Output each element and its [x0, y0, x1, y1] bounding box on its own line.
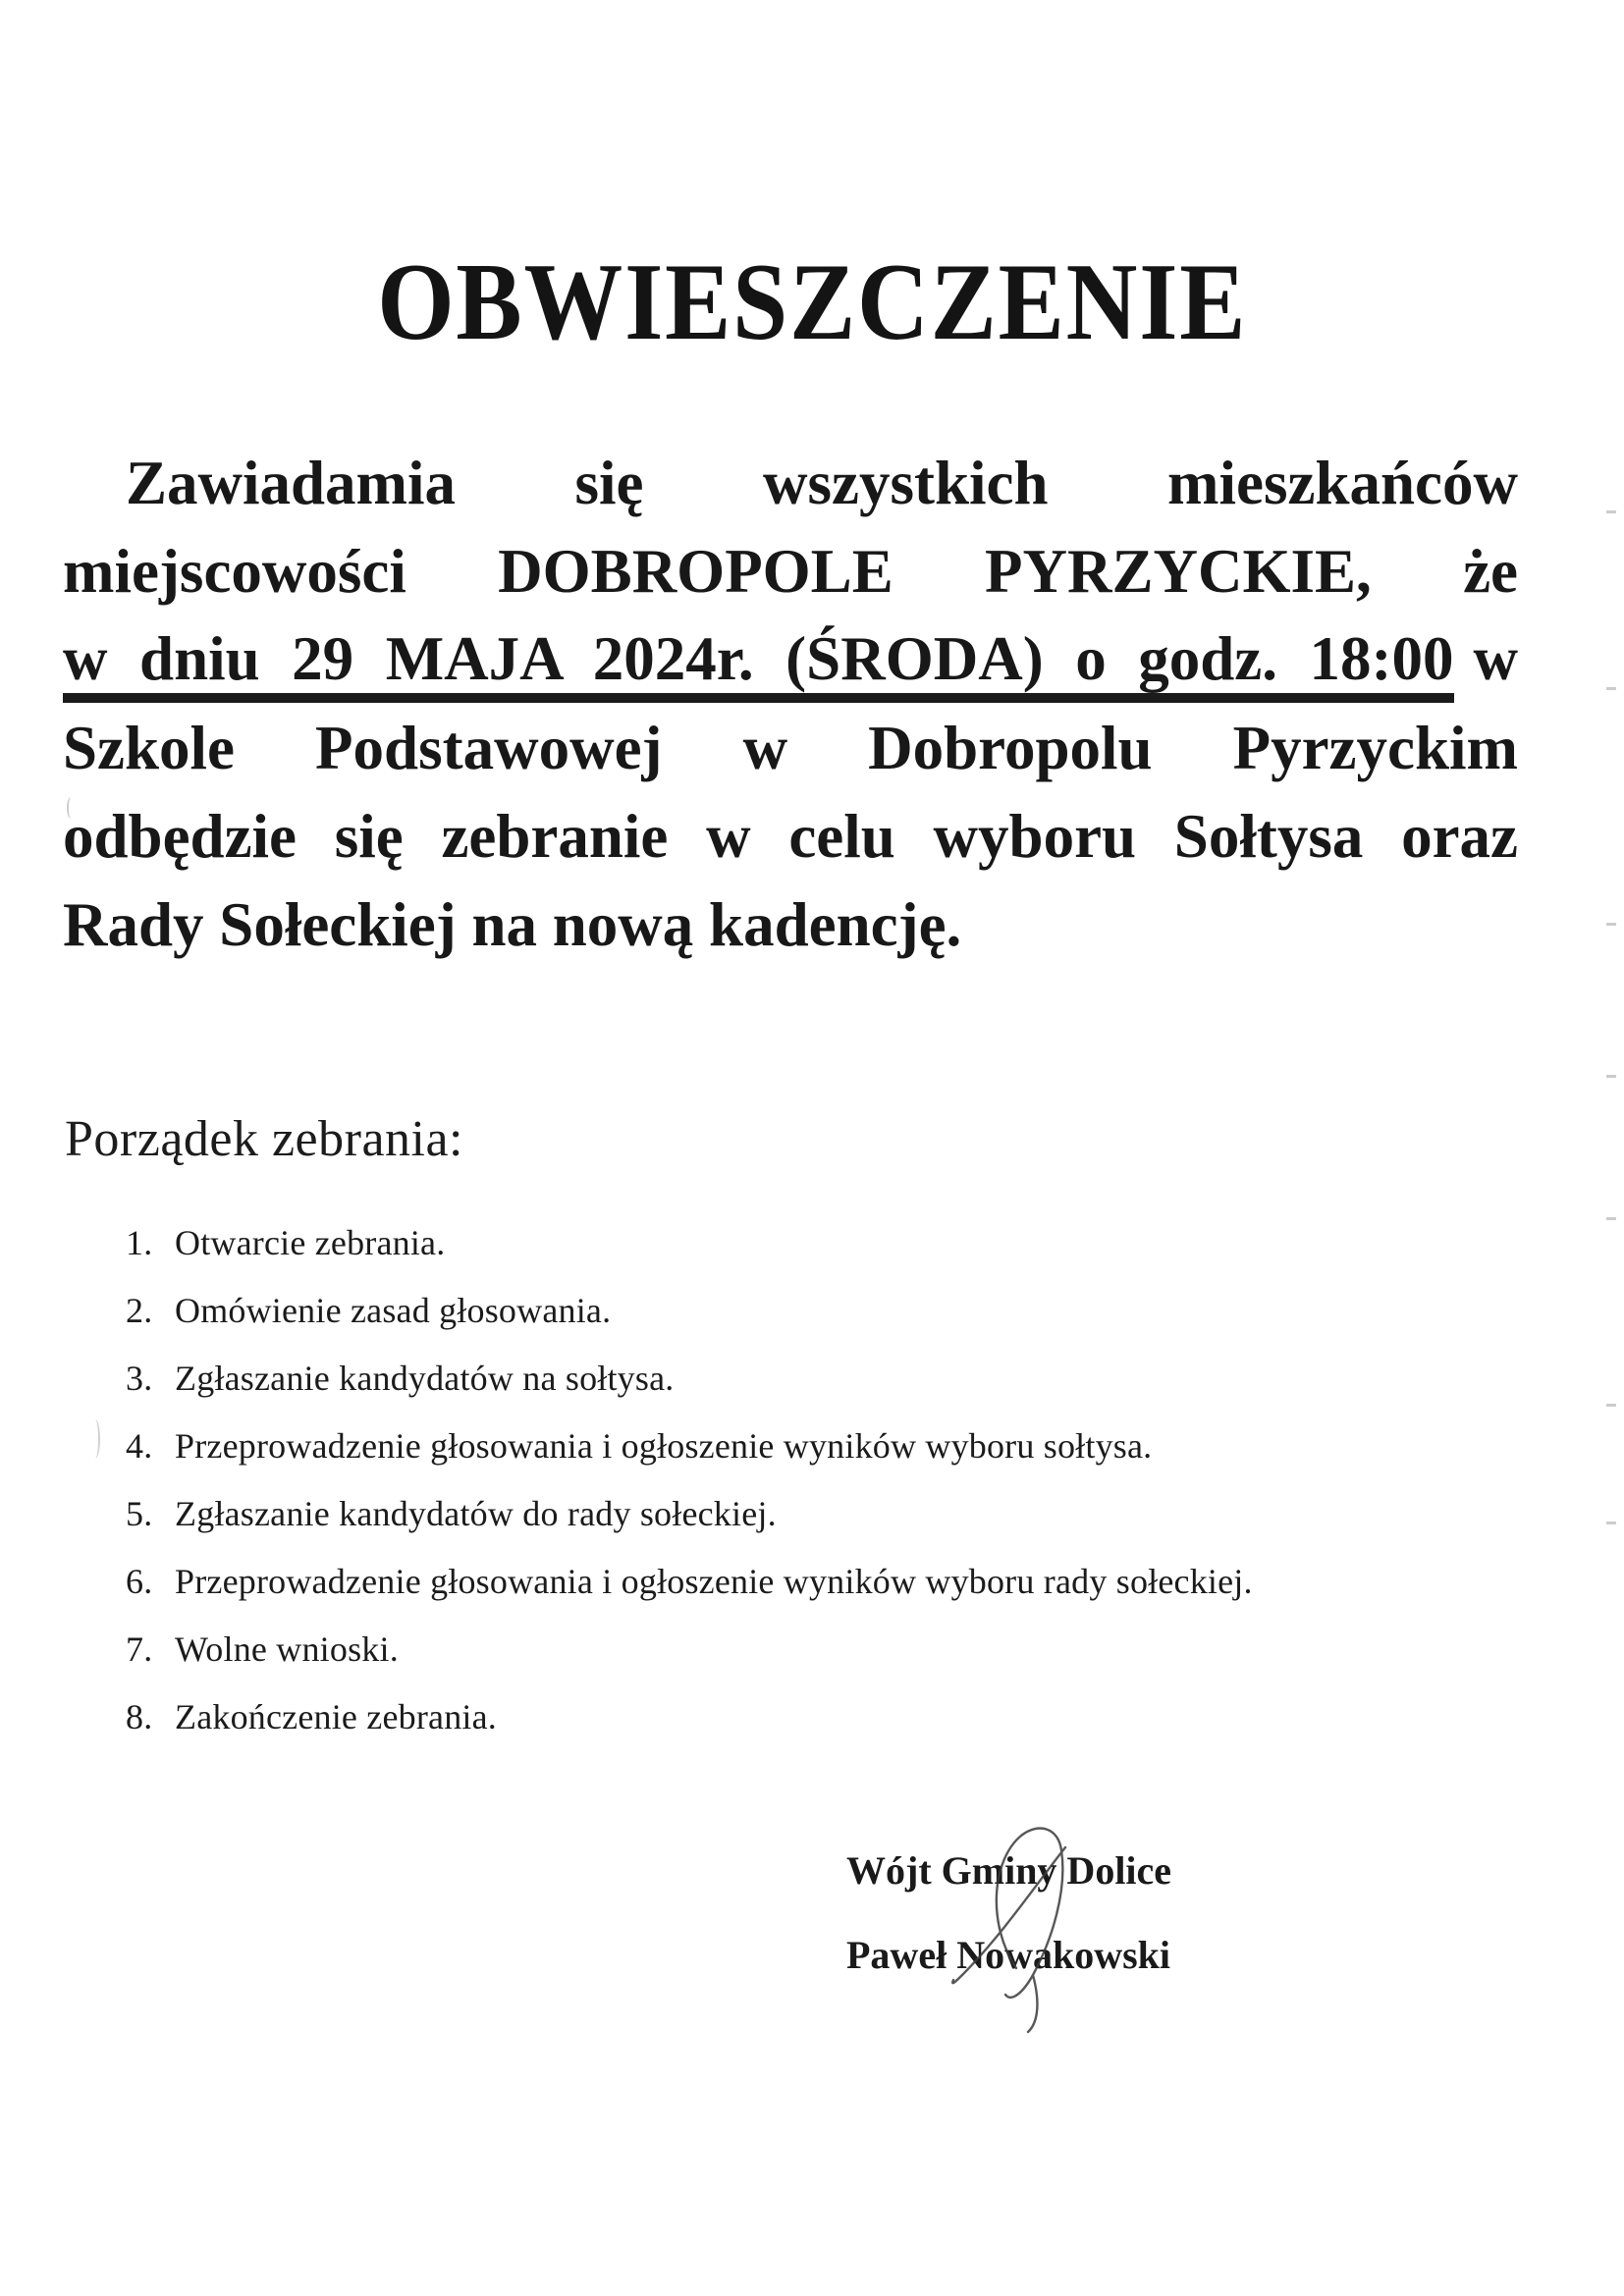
- notice-body-line: miejscowości DOBROPOLE PYRZYCKIE, że: [63, 537, 1518, 606]
- agenda-item: [126, 1562, 1500, 1601]
- agenda-item-text: Zgłaszanie kandydatów do rady sołeckiej.: [175, 1494, 777, 1533]
- agenda-item: [126, 1697, 1500, 1736]
- page-title-text: OBWIESZCZENIE: [376, 241, 1248, 363]
- notice-body-line: Szkole Podstawowej w Dobropolu Pyrzyckim: [63, 714, 1518, 782]
- notice-body-line: Rady Sołeckiej na nową kadencję.: [63, 890, 962, 959]
- notice-body-line: Zawiadamia się wszystkich mieszkańców: [126, 449, 1518, 517]
- scan-artifact-edge: [1606, 1075, 1616, 1078]
- agenda-item: [126, 1426, 1500, 1466]
- underlined-date-text: w dniu 29 MAJA 2024r. (ŚRODA) o godz. 18:00: [63, 616, 1454, 703]
- agenda-item-number: 1.: [126, 1223, 153, 1262]
- agenda-item-number: 8.: [126, 1697, 153, 1736]
- agenda-item: [126, 1223, 1500, 1262]
- scan-artifact-edge: [1606, 1217, 1616, 1220]
- agenda-item-number: 7.: [126, 1629, 153, 1669]
- agenda-item-number: 4.: [126, 1426, 153, 1466]
- agenda-item-text: Przeprowadzenie głosowania i ogłoszenie wyników wyboru sołtysa.: [175, 1426, 1153, 1466]
- agenda-item-text: Zgłaszanie kandydatów na sołtysa.: [175, 1359, 675, 1398]
- scan-artifact-edge: [1606, 510, 1616, 513]
- agenda-item-text: Otwarcie zebrania.: [175, 1223, 446, 1262]
- agenda-item-number: 3.: [126, 1359, 153, 1398]
- agenda-item-text: Wolne wnioski.: [175, 1629, 399, 1669]
- scan-artifact-edge: [1606, 687, 1616, 690]
- line-tail-text: w: [1473, 624, 1518, 693]
- scan-artifact-left: [67, 797, 75, 819]
- agenda-item-text: Przeprowadzenie głosowania i ogłoszenie wyników wyboru rady sołeckiej.: [175, 1562, 1253, 1601]
- agenda-item-number: 6.: [126, 1562, 153, 1601]
- signer-name: Paweł Nowakowski: [846, 1933, 1171, 1977]
- scan-artifact-left: [90, 1419, 100, 1459]
- scan-artifact-edge: [1606, 1404, 1616, 1407]
- agenda-item-number: 2.: [126, 1291, 153, 1330]
- scan-artifact-edge: [1606, 1522, 1616, 1524]
- scan-artifact-edge: [1606, 923, 1616, 926]
- agenda-item-number: 5.: [126, 1494, 153, 1533]
- page-title: [0, 240, 1624, 366]
- agenda-item: [126, 1359, 1500, 1398]
- notice-body-line: odbędzie się zebranie w celu wyboru Sołtysa oraz: [63, 802, 1518, 871]
- agenda-item: [126, 1291, 1500, 1330]
- agenda-item: [126, 1494, 1500, 1533]
- signer-role: Wójt Gminy Dolice: [846, 1848, 1172, 1893]
- agenda-list: [126, 1223, 1500, 1765]
- notice-body-line-underlined: [63, 616, 1518, 705]
- agenda-item-text: Omówienie zasad głosowania.: [175, 1291, 612, 1330]
- agenda-item-text: Zakończenie zebrania.: [175, 1697, 497, 1736]
- signature-block: [846, 1847, 1171, 1979]
- agenda-item: [126, 1629, 1500, 1669]
- notice-body: [63, 440, 1518, 970]
- agenda-heading: Porządek zebrania:: [65, 1111, 464, 1167]
